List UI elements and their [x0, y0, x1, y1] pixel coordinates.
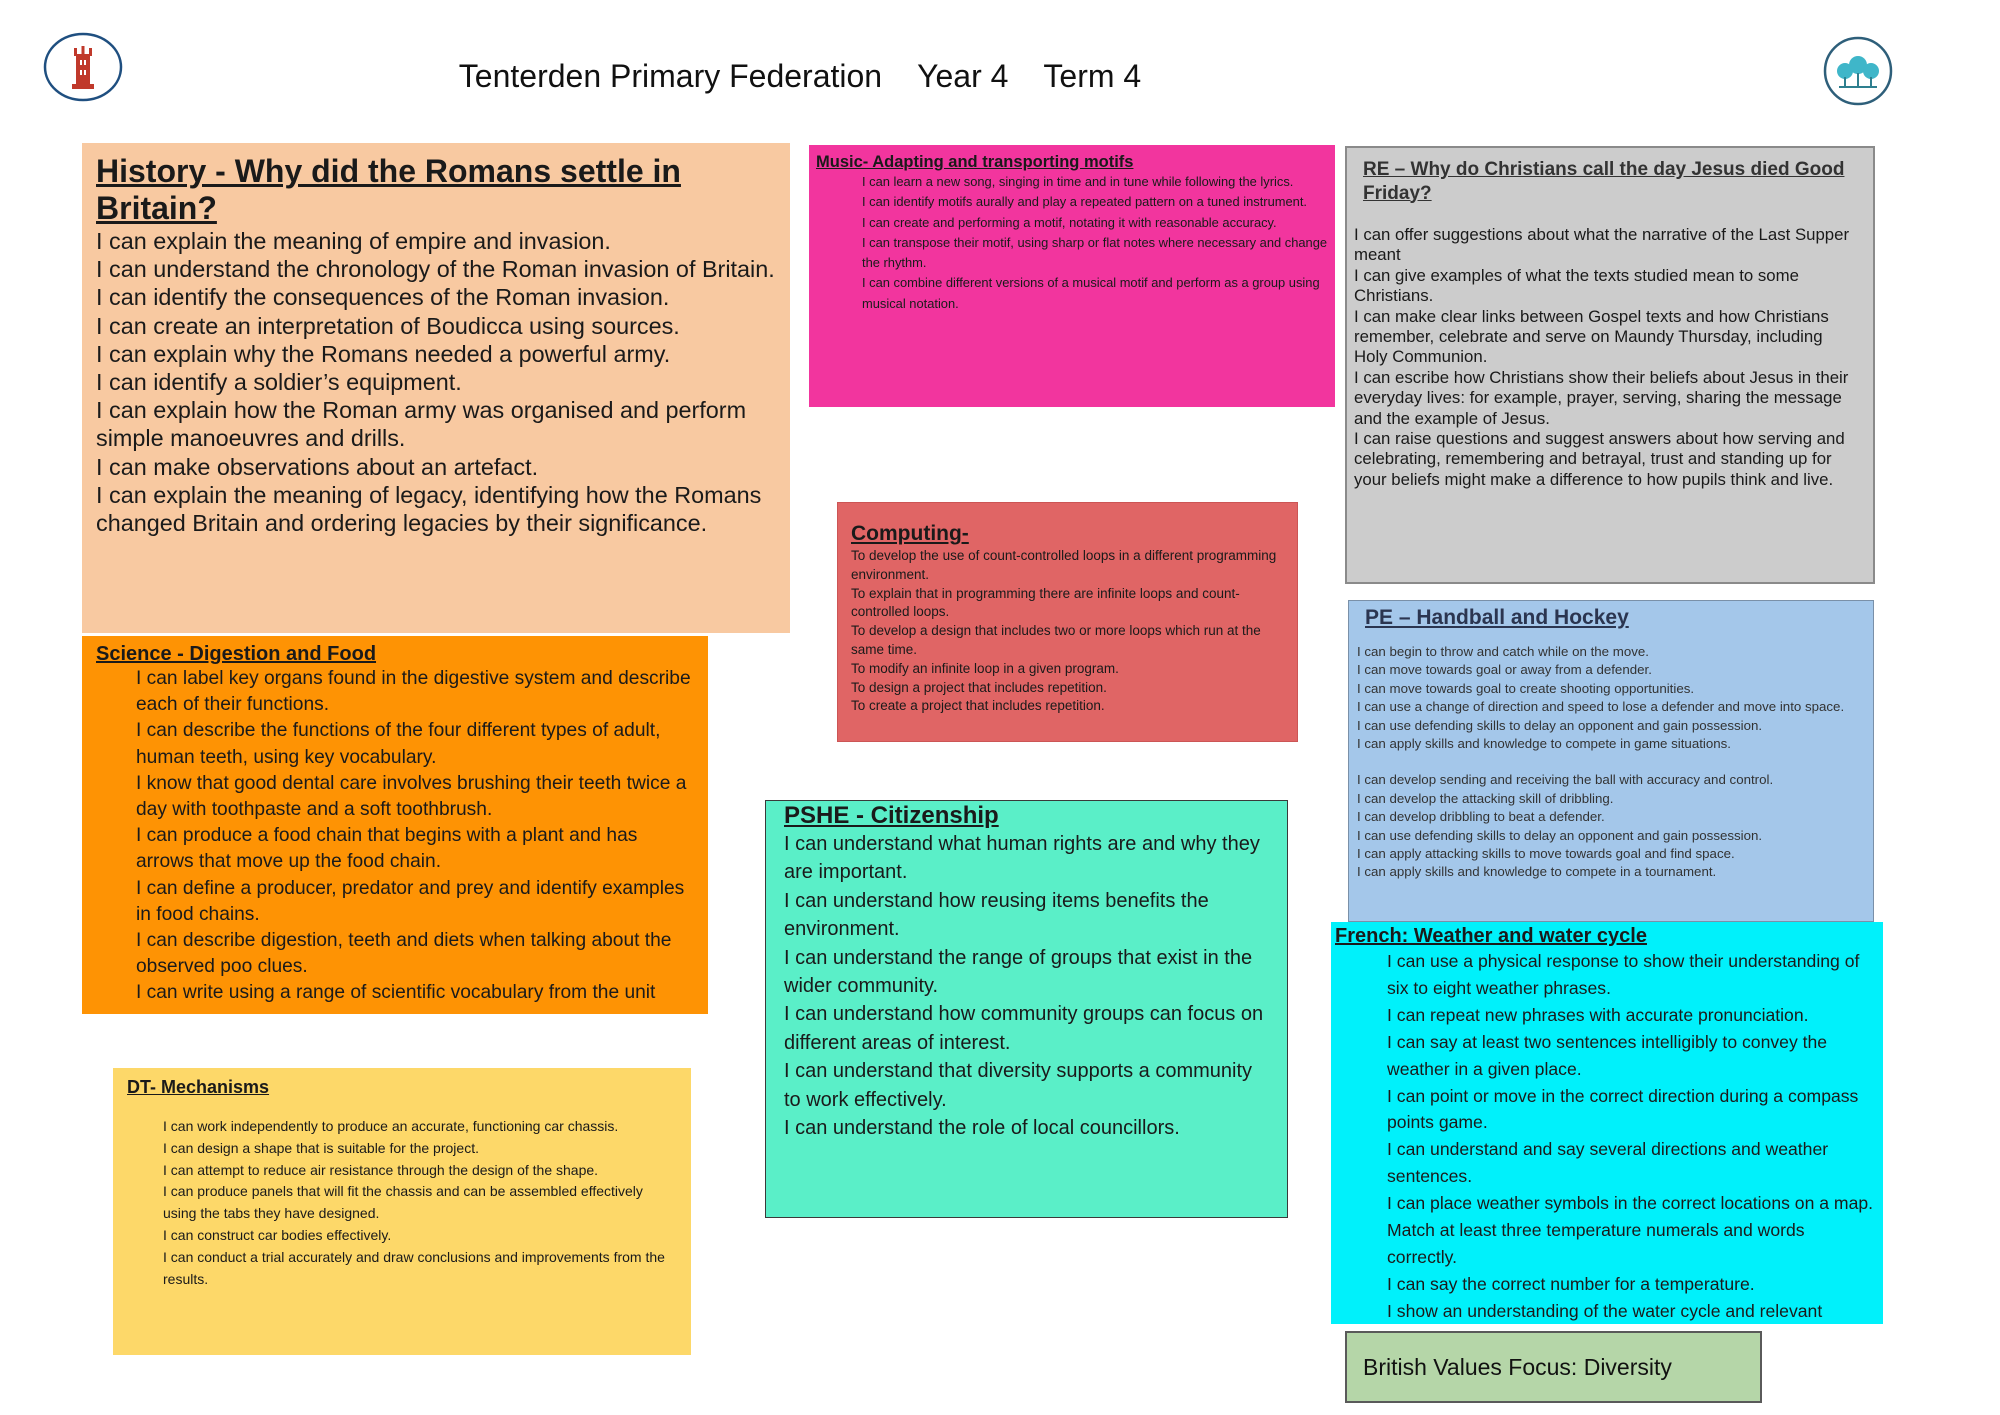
list-item: I can explain why the Romans needed a powerful army.: [96, 340, 671, 367]
list-item: I can explain the meaning of legacy, identifying how the Romans changed Britain and ordering legacies by their significance.: [96, 481, 762, 537]
list-item: I can understand the chronology of the Roman invasion of Britain.: [96, 256, 775, 283]
list-item: I can work independently to produce an accurate, functioning car chassis.: [163, 1118, 619, 1134]
history-list: [96, 227, 776, 537]
page-title: Tenterden Primary Federation Year 4 Term 4: [458, 58, 1142, 94]
computing-heading: Computing-: [851, 522, 969, 545]
list-item: I can explain how the Roman army was organised and perform simple manoeuvres and drills.: [96, 397, 747, 452]
list-item: I can say at least two sentences intelligibly to convey the weather in a given place.: [1387, 1031, 1828, 1079]
dt-heading: DT- Mechanisms: [127, 1077, 270, 1097]
list-item: I can develop dribbling to beat a defender.: [1357, 809, 1605, 825]
list-item: I can use a physical response to show their understanding of six to eight weather phrases.: [1387, 951, 1860, 998]
computing-list: [851, 547, 1284, 716]
list-item: I can learn a new song, singing in time and in tune while following the lyrics.: [862, 174, 1294, 189]
list-item: I can place weather symbols in the correct locations on a map. Match at least three temperature numerals and words correctly.: [1387, 1193, 1874, 1267]
music-panel: [809, 145, 1335, 407]
computing-panel: [837, 502, 1298, 742]
list-item: I can point or move in the correct direction during a compass points game.: [1387, 1085, 1859, 1133]
list-item: I can say the correct number for a temperature.: [1387, 1273, 1755, 1294]
list-item: I can produce a food chain that begins with a plant and has arrows that move up the food chain.: [136, 825, 638, 873]
re-list: [1354, 225, 1859, 490]
list-item: I can identify a soldier’s equipment.: [96, 369, 462, 396]
list-item: I can understand the range of groups that exist in the wider community.: [784, 946, 1253, 998]
list-item: I can develop the attacking skill of dribbling.: [1357, 790, 1614, 806]
list-item: I can develop sending and receiving the ball with accuracy and control.: [1357, 772, 1774, 788]
list-item: I can describe the functions of the four different types of adult, human teeth, using key vocabulary.: [136, 720, 661, 768]
science-panel: [82, 636, 708, 1014]
list-item: I can identify motifs aurally and play a repeated pattern on a tuned instrument.: [862, 194, 1307, 210]
list-item: I can understand what human rights are and why they are important.: [784, 833, 1260, 884]
list-item: I show an understanding of the water cycle and relevant: [1387, 1300, 1823, 1321]
list-item: I can escribe how Christians show their beliefs about Jesus in their everyday lives: for example, prayer, serving, sharing the message and the example of Jesus.: [1354, 367, 1849, 428]
list-item: I can understand that diversity supports a community to work effectively.: [784, 1060, 1253, 1111]
list-item: I can understand how reusing items benefits the environment.: [784, 889, 1209, 941]
music-list: [816, 172, 1328, 314]
british-values-panel: [1345, 1331, 1762, 1403]
list-item: I can combine different versions of a musical motif and perform as a group using musical notation.: [862, 275, 1320, 311]
list-item: I can apply skills and knowledge to compete in game situations.: [1357, 736, 1732, 752]
list-item: I can understand and say several directions and weather sentences.: [1387, 1139, 1829, 1187]
list-item: I can conduct a trial accurately and draw conclusions and improvements from the results.: [163, 1248, 665, 1287]
list-item: I can understand how community groups can focus on different areas of interest.: [784, 1003, 1264, 1054]
list-item: I can offer suggestions about what the narrative of the Last Supper meant: [1354, 225, 1850, 265]
pe-panel: [1348, 600, 1874, 922]
list-item: I can construct car bodies effectively.: [163, 1226, 392, 1243]
dt-list: [127, 1116, 677, 1290]
british-values-label: British Values Focus: Diversity: [1363, 1353, 1672, 1380]
list-item: To develop a design that includes two or more loops which run at the same time.: [851, 623, 1261, 657]
list-item: I can repeat new phrases with accurate pronunciation.: [1387, 1004, 1809, 1025]
list-item: I can define a producer, predator and prey and identify examples in food chains.: [136, 877, 685, 925]
re-heading: RE – Why do Christians call the day Jesus died Good Friday?: [1363, 159, 1845, 204]
french-panel: [1331, 922, 1883, 1324]
list-item: I can make clear links between Gospel texts and how Christians remember, celebrate and serve on Maundy Thursday, including Holy Communion.: [1354, 306, 1829, 367]
list-item: To develop the use of count-controlled loops in a different programming environment.: [851, 548, 1277, 582]
list-item: I can understand the role of local councillors.: [784, 1117, 1180, 1140]
list-item: I can transpose their motif, using sharp or flat notes where necessary and change the rhythm.: [862, 234, 1328, 271]
list-item: I can use a change of direction and speed to lose a defender and move into space.: [1357, 699, 1845, 715]
list-item: I can move towards goal to create shooting opportunities.: [1357, 680, 1695, 696]
list-item: I can apply skills and knowledge to compete in a tournament.: [1357, 864, 1717, 880]
french-heading: French: Weather and water cycle: [1335, 925, 1647, 947]
list-item: I can identify the consequences of the Roman invasion.: [96, 284, 670, 311]
science-heading: Science - Digestion and Food: [96, 643, 377, 665]
pe-hockey-list: [1357, 771, 1863, 881]
list-item: I can make observations about an artefact.: [96, 453, 539, 480]
list-item: I can use defending skills to delay an opponent and gain possession.: [1357, 717, 1763, 733]
pshe-panel: [765, 800, 1288, 1218]
dt-panel: [113, 1068, 691, 1355]
science-list: [96, 666, 694, 1007]
list-item: To explain that in programming there are infinite loops and count-controlled loops.: [851, 585, 1240, 620]
re-panel: [1345, 146, 1875, 584]
list-item: I can begin to throw and catch while on the move.: [1357, 644, 1649, 659]
list-item: To create a project that includes repetition.: [851, 698, 1105, 714]
list-item: I can label key organs found in the digestive system and describe each of their functions.: [136, 668, 691, 716]
list-item: I can describe digestion, teeth and diets when talking about the observed poo clues.: [136, 930, 672, 978]
list-item: I can give examples of what the texts studied mean to some Christians.: [1354, 265, 1799, 306]
french-list: [1335, 948, 1879, 1352]
pe-heading: PE – Handball and Hockey: [1365, 606, 1629, 629]
history-heading: History - Why did the Romans settle in Britain?: [96, 153, 681, 226]
list-item: I can produce panels that will fit the chassis and can be assembled effectively using the tabs they have designed.: [163, 1183, 643, 1222]
list-item: I can apply attacking skills to move towards goal and find space.: [1357, 846, 1735, 862]
pshe-heading: PSHE - Citizenship: [784, 802, 999, 829]
list-item: I know that good dental care involves brushing their teeth twice a day with toothpaste and a soft toothbrush.: [136, 772, 687, 821]
list-item: To modify an infinite loop in a given program.: [851, 660, 1119, 676]
list-item: I can use defending skills to delay an opponent and gain possession.: [1357, 827, 1763, 843]
music-heading: Music- Adapting and transporting motifs: [816, 153, 1134, 171]
list-item: I can attempt to reduce air resistance through the design of the shape.: [163, 1161, 599, 1178]
list-item: I can design a shape that is suitable for the project.: [163, 1139, 479, 1156]
list-item: To design a project that includes repetition.: [851, 679, 1107, 695]
list-item: I can create and performing a motif, notating it with reasonable accuracy.: [862, 214, 1277, 230]
list-item: I can move towards goal or away from a defender.: [1357, 662, 1652, 678]
history-panel: [82, 143, 790, 633]
list-item: I can raise questions and suggest answers about how serving and celebrating, remembering and betrayal, trust and standing up for your beliefs might make a difference to how pupils think and live.: [1354, 429, 1845, 489]
trees-logo-icon: [1823, 35, 1893, 107]
pe-handball-list: [1357, 643, 1863, 753]
pshe-list: [784, 830, 1269, 1142]
list-item: I can create an interpretation of Boudicca using sources.: [96, 312, 680, 339]
list-item: I can write using a range of scientific vocabulary from the unit: [136, 982, 656, 1004]
list-item: I can explain the meaning of empire and invasion.: [96, 228, 611, 254]
